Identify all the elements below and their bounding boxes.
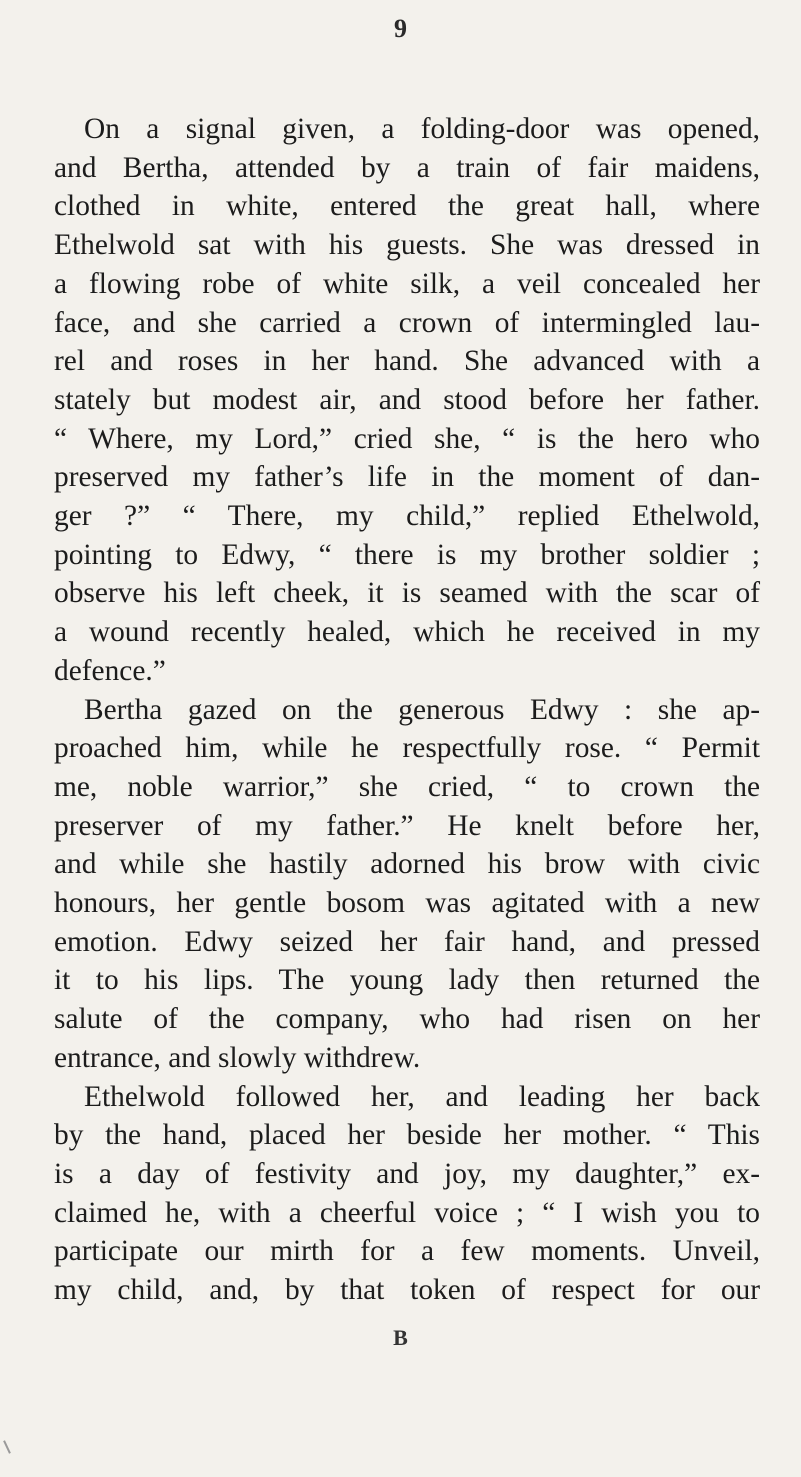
- stray-ink-mark: [3, 1440, 11, 1454]
- text-line: claimed he, with a cheerful voice ; “ I wish you to: [54, 1196, 760, 1229]
- text-line: is a day of festivity and joy, my daughter,” ex-: [54, 1157, 760, 1190]
- text-line: by the hand, placed her beside her mother. “ This: [54, 1119, 760, 1152]
- text-line: salute of the company, who had risen on her: [54, 1003, 760, 1036]
- text-line: me, noble warrior,” she cried, “ to crown the: [54, 770, 760, 803]
- text-line: clothed in white, entered the great hall, where: [54, 190, 760, 223]
- text-line: entrance, and slowly withdrew.: [54, 1041, 421, 1074]
- text-line: On a signal given, a folding-door was opened,: [84, 113, 760, 145]
- text-line: a wound recently healed, which he received in my: [54, 616, 760, 649]
- text-line: face, and she carried a crown of intermingled lau-: [54, 306, 760, 339]
- text-line: Ethelwold followed her, and leading her back: [84, 1080, 760, 1113]
- body-text: [54, 110, 760, 1310]
- text-line: pointing to Edwy, “ there is my brother soldier ;: [54, 538, 760, 571]
- page-number: 9: [394, 14, 407, 43]
- text-line: participate our mirth for a few moments. Unveil,: [54, 1235, 760, 1268]
- text-line: a flowing robe of white silk, a veil concealed her: [54, 267, 760, 300]
- text-line: ger ?” “ There, my child,” replied Ethelwold,: [54, 500, 760, 533]
- text-line: rel and roses in her hand. She advanced with a: [54, 345, 760, 378]
- text-line: and Bertha, attended by a train of fair maidens,: [54, 151, 760, 184]
- text-line: observe his left cheek, it is seamed with the scar of: [54, 577, 760, 610]
- text-line: preserver of my father.” He knelt before her,: [54, 809, 760, 842]
- text-line: and while she hastily adorned his brow with civic: [54, 848, 760, 881]
- text-line: Bertha gazed on the generous Edwy : she ap-: [84, 693, 760, 726]
- text-line: stately but modest air, and stood before her father.: [54, 383, 760, 416]
- text-line: honours, her gentle bosom was agitated with a new: [54, 887, 760, 920]
- text-line: emotion. Edwy seized her fair hand, and pressed: [54, 925, 760, 958]
- text-line: “ Where, my Lord,” cried she, “ is the hero who: [54, 422, 760, 455]
- text-line: it to his lips. The young lady then returned the: [54, 964, 760, 997]
- text-line: preserved my father’s life in the moment of dan-: [54, 461, 760, 494]
- text-line: my child, and, by that token of respect for our: [54, 1274, 760, 1307]
- signature-mark: B: [393, 1325, 408, 1350]
- text-line: defence.”: [54, 654, 166, 687]
- text-line: Ethelwold sat with his guests. She was dressed in: [54, 229, 760, 262]
- text-line: proached him, while he respectfully rose. “ Permit: [54, 732, 760, 765]
